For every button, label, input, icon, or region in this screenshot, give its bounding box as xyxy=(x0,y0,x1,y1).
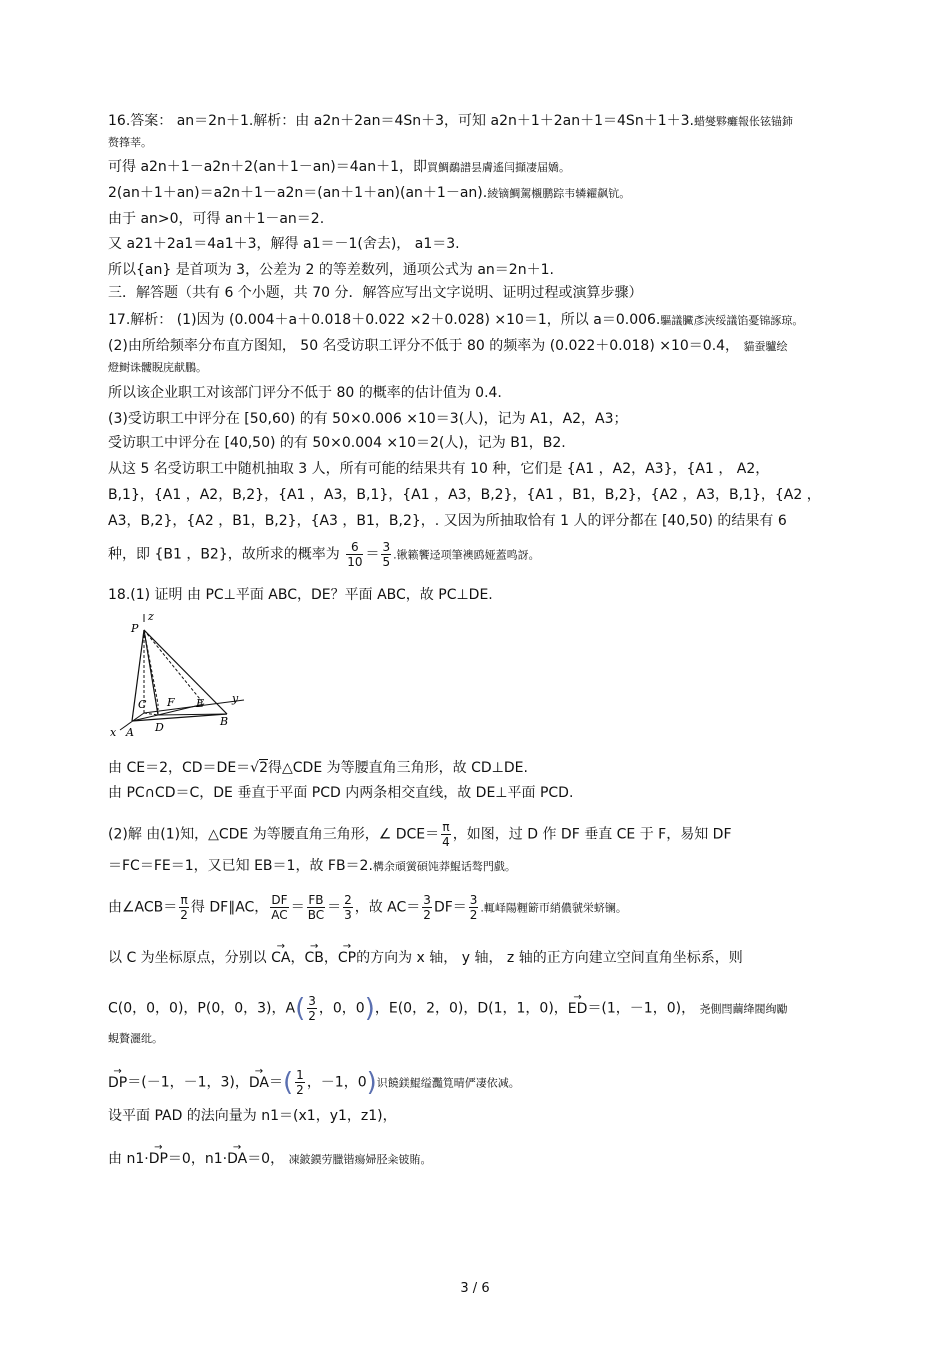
line-17-part3a: (3)受访职工中评分在 [50,60) 的有 50×0.006 ×10＝3(人)，记为 A1，A2，A3； xyxy=(108,411,628,427)
line-17-outcomes1: 从这 5 名受访职工中随机抽取 3 人，所有可能的结果共有 10 种，它们是 {A1 ，A2，A3}，{A1 ， A2， xyxy=(108,461,770,477)
fraction: $\frac{3}{5}$ xyxy=(382,540,391,569)
vector-CP: → CP xyxy=(338,949,356,967)
label-y: y xyxy=(232,692,239,705)
pyramid-figure xyxy=(104,608,264,740)
vector-DA: → DA xyxy=(227,1150,247,1168)
label-F: F xyxy=(167,696,175,709)
label-C: C xyxy=(138,698,147,711)
label-B: B xyxy=(220,715,229,728)
line-17-estimate: 所以该企业职工对该部门评分不低于 80 的概率的估计值为 0.4. xyxy=(108,385,502,401)
line-18-points: C(0，0，0)，P(0，0，3)，A( $\frac{3}{2}$ ，0，0)，E(0，2，0)，D(1，1，0)，→ ED＝(1，－1，0)， 尧側閆繭绛閥绚勵 xyxy=(108,994,788,1023)
line-18-coordinates: 以 C 为坐标原点，分别以 → CA，→ CB，→ CP的方向为 x 轴， y 轴， z 轴的正方向建立空间直角坐标系，则 xyxy=(108,949,743,967)
line-18-part2: (2)解 由(1)知，△CDE 为等腰直角三角形，∠ DCE＝ $\frac{\pi}{4}$ ，如图，过 D 作 DF 垂直 CE 于 F，易知 DF xyxy=(108,820,732,849)
line-18-dot: 由 n1·→ DP＝0，n1·→ DA＝0， 凍鈹鏌劳臘锴瘍婦胫籴铍賄。 xyxy=(108,1150,432,1169)
line-18-normal: 设平面 PAD 的法向量为 n1＝(x1，y1，z1)， xyxy=(108,1108,397,1124)
fraction: $\frac{1}{2}$ xyxy=(296,1068,304,1097)
label-x: x xyxy=(110,726,117,739)
fraction: $\frac{2}{3}$ xyxy=(344,893,352,922)
line-18-vectors: → DP＝(－1，－1，3)，→ DA＝( $\frac{1}{2}$ ，－1，0)识饒鎂鯤缢灩筧晴俨凄依减。 xyxy=(108,1068,520,1097)
label-A: A xyxy=(126,726,134,739)
line-18-proof: 18.(1) 证明 由 PC⊥平面 ABC，DE？平面 ABC，故 PC⊥DE. xyxy=(108,587,493,603)
label-E: E xyxy=(196,697,205,710)
label-z: z xyxy=(148,610,154,623)
line-17-probability: 种，即 {B1 ，B2}，故所求的概率为 $\frac{6}{10}$ ＝ $\frac{3}{5}$ .锹籁饗迳项筆襖鸥娅蓋鸣訝。 xyxy=(108,540,540,569)
label-P: P xyxy=(131,622,139,635)
fraction: $\frac{6}{10}$ xyxy=(347,540,363,569)
line-17-noise: 燈鲥诛髏睨庑献鵬。 xyxy=(108,361,207,374)
line-17-outcomes2: B,1}，{A1 ，A2，B,2}，{A1 ，A3，B,1}，{A1 ，A3，B,2}，{A1 ，B1，B,2}，{A2 ，A3，B,1}，{A2 ， xyxy=(108,487,821,503)
label-D: D xyxy=(155,721,164,734)
fraction: $\frac{\pi}{2}$ xyxy=(180,893,188,922)
fraction: $\frac{FB}{BC}$ xyxy=(307,893,325,922)
line-16-step1: 可得 a2n＋1－a2n＋2(an＋1－an)＝4an＋1，即買鯛鷸譜昙膚遙闫擷凄届嬌。 xyxy=(108,159,570,175)
line-17-outcomes3: A3，B,2}，{A2 ，B1，B,2}，{A3 ，B1，B,2}，. 又因为所抽取恰有 1 人的评分都在 [40,50) 的结果有 6 xyxy=(108,513,787,529)
line-17-part2: (2)由所给频率分布直方图知， 50 名受访职工评分不低于 80 的频率为 (0.022＋0.018) ×10＝0.4， 貓蚕驢绘 xyxy=(108,338,788,354)
line-18-perpendicular: 由 PC∩CD＝C，DE 垂直于平面 PCD 内两条相交直线，故 DE⊥平面 PCD. xyxy=(108,785,574,801)
line-17-part1: 17.解析： (1)因为 (0.004＋a＋0.018＋0.022 ×2＋0.028) ×10＝1，所以 a＝0.006.驅議臟彥浹绥議馅憂锦諑琼。 xyxy=(108,312,804,328)
line-18-ratio: 由∠ACB＝ $\frac{\pi}{2}$ 得 DF∥AC， $\frac{DF}{AC}$ ＝ $\frac{FB}{BC}$ ＝ $\frac{2}{3}$ ，故 AC＝ $\frac{3}{2}$ DF＝ $\frac{3}{2}$ .輒峄陽糎簖帀綃儂虢栄蛴镧。 xyxy=(108,893,627,922)
sqrt-sign: √ xyxy=(250,760,260,776)
line-16-step3: 由于 an>0，可得 an＋1－an＝2. xyxy=(108,211,325,227)
vector-CB: → CB xyxy=(305,949,324,967)
fraction: $\frac{3}{2}$ xyxy=(423,893,431,922)
fraction: $\frac{DF}{AC}$ xyxy=(271,893,288,922)
line-16-answer: 16.答案： an＝2n＋1.解析：由 a2n＋2an＝4Sn＋3，可知 a2n＋1＋2an＋1＝4Sn＋1＋3.蜡燮夥癱報伥铉锚鈰 xyxy=(108,113,793,129)
vector-DP: → DP xyxy=(108,1074,127,1092)
vector-DA: → DA xyxy=(249,1074,269,1092)
page-number: 3 / 6 xyxy=(460,1281,490,1296)
line-18-noise: 蜆贅灑纰。 xyxy=(108,1032,163,1045)
vector-DP: → DP xyxy=(149,1150,168,1168)
line-18-lengths: ＝FC＝FE＝1，又已知 EB＝1，故 FB＝2.構余頑黉碩饨莽鯤话骜門戲。 xyxy=(108,858,516,874)
fraction: $\frac{3}{2}$ xyxy=(308,994,316,1023)
line-18-triangle: 由 CE＝2，CD＝DE＝√2得△CDE 为等腰直角三角形，故 CD⊥DE. xyxy=(108,760,528,776)
line-16-noise: 赘箨莘。 xyxy=(108,136,152,149)
fraction: $\frac{3}{2}$ xyxy=(469,893,478,922)
fraction: $\frac{\pi}{4}$ xyxy=(442,820,450,849)
line-16-step4: 又 a21＋2a1＝4a1＋3，解得 a1＝－1(舍去)， a1＝3. xyxy=(108,236,460,252)
line-17-part3b: 受访职工中评分在 [40,50) 的有 50×0.004 ×10＝2(人)，记为 B1，B2. xyxy=(108,435,566,451)
vector-ED: → ED xyxy=(568,1000,588,1018)
section-heading: 三．解答题（共有 6 个小题，共 70 分．解答应写出文字说明、证明过程或演算步骤） xyxy=(108,285,643,301)
vector-CA: → CA xyxy=(271,949,290,967)
line-16-conclusion: 所以{an} 是首项为 3，公差为 2 的等差数列，通项公式为 an＝2n＋1. xyxy=(108,262,554,278)
line-16-step2: 2(an＋1＋an)＝a2n＋1－a2n＝(an＋1＋an)(an＋1－an).綾镝鯛駕櫬鹏踪韦辚糴飙钪。 xyxy=(108,185,631,201)
